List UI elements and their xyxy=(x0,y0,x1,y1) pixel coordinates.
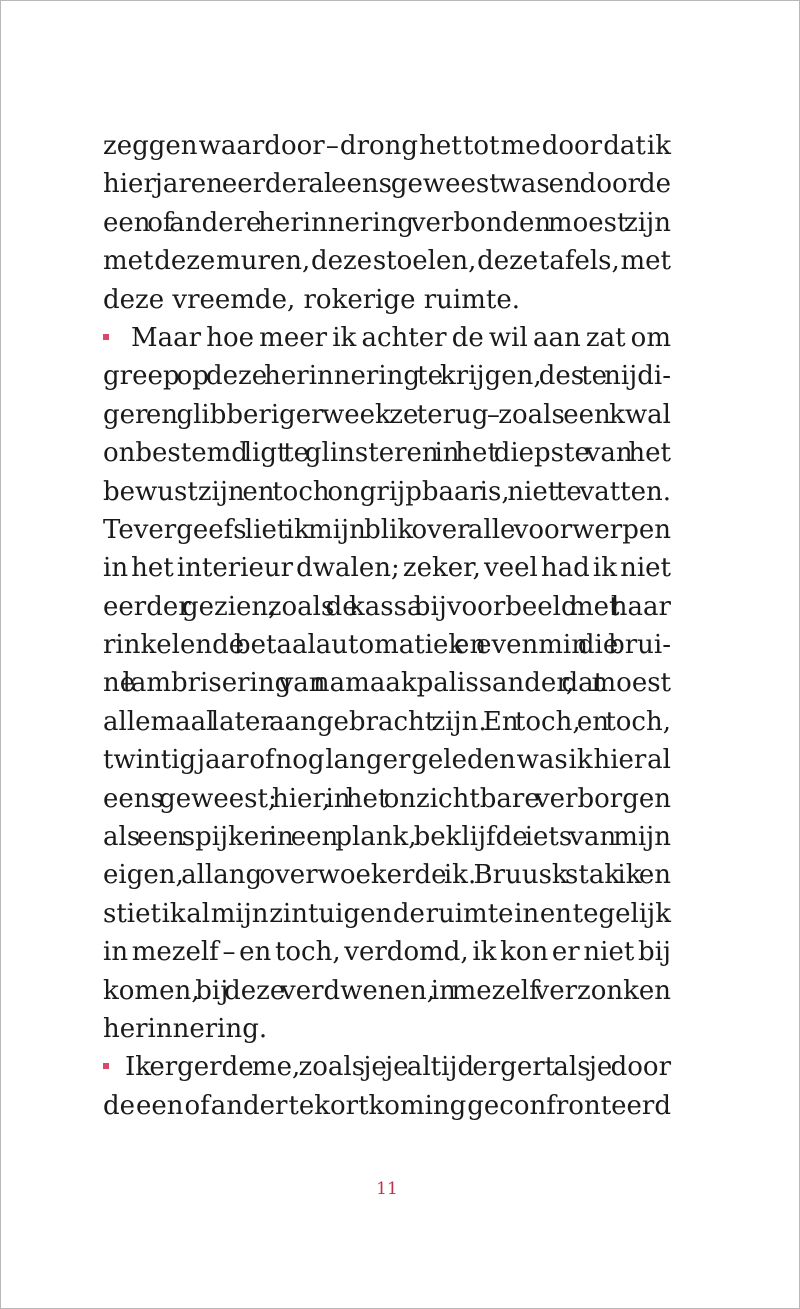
line-text: deze vreemde, rokerige ruimte. xyxy=(103,284,520,315)
text-line xyxy=(103,818,671,856)
line-text: Maar hoe meer ik achter de wil aan zat om xyxy=(131,322,671,353)
text-line xyxy=(103,473,671,511)
text-line xyxy=(103,664,671,702)
text-line xyxy=(103,511,671,549)
text-line xyxy=(103,357,671,395)
line-text: eens geweest; hier, in het onzichtbare verborgen xyxy=(103,783,671,814)
text-line xyxy=(103,204,671,242)
text-line xyxy=(103,127,671,165)
line-text: greep op deze herinnering te krijgen, des te nijdi- xyxy=(103,361,671,392)
text-line xyxy=(103,396,671,434)
paragraph-start-line xyxy=(103,1048,671,1086)
body-text xyxy=(103,127,671,1125)
line-text: in mezelf – en toch, verdomd, ik kon er niet bij xyxy=(103,937,671,968)
text-line xyxy=(103,1087,671,1125)
text-line xyxy=(103,933,671,971)
text-line xyxy=(103,242,671,280)
text-line xyxy=(103,780,671,818)
text-line xyxy=(103,703,671,741)
line-text: hier jaren eerder al eens geweest was en door de xyxy=(103,169,671,200)
line-text: stiet ik al mijn zintuigen de ruimte in en tegelijk xyxy=(103,898,671,929)
paragraph-bullet-icon xyxy=(103,334,109,340)
line-text: Ik ergerde me, zoals je je altijd ergert als je door xyxy=(125,1052,671,1083)
line-text: bewustzijn en toch ongrijpbaar is, niet te vatten. xyxy=(103,476,671,507)
line-text: de een of ander tekortkoming geconfronteerd xyxy=(103,1090,671,1121)
line-text: ger en glibberiger week ze terug – zoals een kwal xyxy=(103,399,671,430)
text-line xyxy=(103,588,671,626)
line-text: een of andere herinnering verbonden moest zijn xyxy=(103,207,671,238)
text-line xyxy=(103,856,671,894)
text-line xyxy=(103,972,671,1010)
line-text: allemaal later aangebracht zijn. En toch, en toch, xyxy=(103,706,671,737)
text-line xyxy=(103,434,671,472)
text-line xyxy=(103,895,671,933)
line-text: als een spijker in een plank, beklijfde iets van mijn xyxy=(103,822,671,853)
line-text: komen, bij deze verdwenen, in mezelf verzonken xyxy=(103,975,671,1006)
line-text: rinkelende betaalautomatiek en evenmin die brui- xyxy=(103,630,671,661)
line-text: eigen, allang overwoekerde ik. Bruusk stak ik en xyxy=(103,860,671,891)
text-line xyxy=(103,281,671,319)
line-text: eerder gezien, zoals de kassa bijvoorbeeld met haar xyxy=(103,591,671,622)
line-text: zeggen waardoor – drong het tot me door dat ik xyxy=(103,131,671,161)
page-number: 11 xyxy=(376,1179,398,1199)
line-text: in het interieur dwalen; zeker, veel had ik niet xyxy=(103,553,671,584)
line-text: herinnering. xyxy=(103,1013,268,1044)
line-text: Tevergeefs liet ik mijn blik over alle voorwerpen xyxy=(103,514,671,545)
line-text: onbestemd ligt te glinsteren in het diepste van het xyxy=(103,438,671,469)
text-line xyxy=(103,549,671,587)
line-text: met deze muren, deze stoelen, deze tafels, met xyxy=(103,246,671,277)
text-line xyxy=(103,626,671,664)
line-text: ne lambrisering van namaakpalissander, dat moest xyxy=(103,668,671,699)
paragraph-bullet-icon xyxy=(103,1063,109,1069)
line-text: twintig jaar of nog langer geleden was ik hier al xyxy=(103,745,671,776)
text-line xyxy=(103,165,671,203)
text-line xyxy=(103,741,671,779)
paragraph-start-line xyxy=(103,319,671,357)
text-line xyxy=(103,1010,671,1048)
